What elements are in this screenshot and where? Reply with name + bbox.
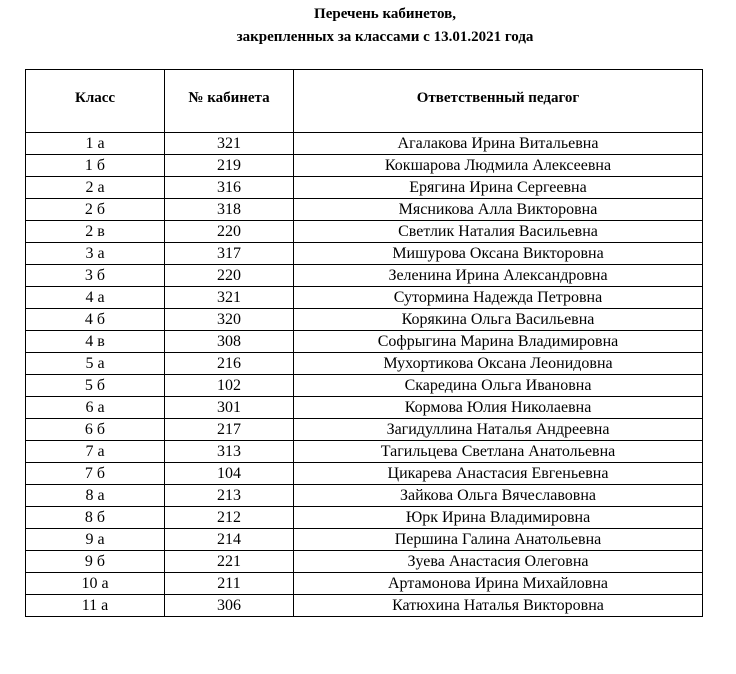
table-row [26,441,703,463]
cell-room: 217 [165,419,294,441]
cell-room: 321 [165,133,294,155]
cell-class: 5 а [26,353,165,375]
table-body [26,133,703,617]
table-row [26,331,703,353]
cell-class: 2 б [26,199,165,221]
cell-room: 102 [165,375,294,397]
cell-room: 316 [165,177,294,199]
cell-class: 1 а [26,133,165,155]
table-row [26,419,703,441]
cell-class: 7 а [26,441,165,463]
cell-teacher: Сутормина Надежда Петровна [294,287,703,309]
cell-room: 219 [165,155,294,177]
cell-class: 8 а [26,485,165,507]
cell-class: 3 б [26,265,165,287]
table-row [26,375,703,397]
cell-room: 214 [165,529,294,551]
cell-class: 2 а [26,177,165,199]
cell-room: 221 [165,551,294,573]
cell-teacher: Зайкова Ольга Вячеславовна [294,485,703,507]
cell-teacher: Агалакова Ирина Витальевна [294,133,703,155]
cell-room: 211 [165,573,294,595]
cell-room: 104 [165,463,294,485]
cell-teacher: Першина Галина Анатольевна [294,529,703,551]
cell-class: 2 в [26,221,165,243]
cell-room: 213 [165,485,294,507]
table-header-row [26,70,703,133]
table-row [26,265,703,287]
cell-teacher: Мишурова Оксана Викторовна [294,243,703,265]
cell-room: 321 [165,287,294,309]
cell-teacher: Мухортикова Оксана Леонидовна [294,353,703,375]
cell-class: 10 а [26,573,165,595]
cell-teacher: Кокшарова Людмила Алексеевна [294,155,703,177]
table-row [26,199,703,221]
table-row [26,507,703,529]
cell-teacher: Юрк Ирина Владимировна [294,507,703,529]
cell-room: 216 [165,353,294,375]
cell-class: 4 в [26,331,165,353]
cell-room: 220 [165,265,294,287]
cell-teacher: Зеленина Ирина Александровна [294,265,703,287]
table-row [26,177,703,199]
cell-class: 11 а [26,595,165,617]
cell-room: 320 [165,309,294,331]
cell-room: 308 [165,331,294,353]
cell-class: 3 а [26,243,165,265]
cell-teacher: Ерягина Ирина Сергеевна [294,177,703,199]
header-room: № кабинета [165,70,294,133]
cell-class: 7 б [26,463,165,485]
cell-teacher: Мясникова Алла Викторовна [294,199,703,221]
cell-room: 313 [165,441,294,463]
table-row [26,485,703,507]
table-row [26,309,703,331]
cell-class: 1 б [26,155,165,177]
table-row [26,353,703,375]
cell-room: 301 [165,397,294,419]
header-class: Класс [26,70,165,133]
cell-teacher: Кормова Юлия Николаевна [294,397,703,419]
cell-class: 5 б [26,375,165,397]
cell-teacher: Светлик Наталия Васильевна [294,221,703,243]
table-row [26,573,703,595]
cell-class: 9 а [26,529,165,551]
table-row [26,397,703,419]
cell-teacher: Зуева Анастасия Олеговна [294,551,703,573]
cell-room: 212 [165,507,294,529]
cell-class: 4 а [26,287,165,309]
cell-room: 306 [165,595,294,617]
cell-teacher: Загидуллина Наталья Андреевна [294,419,703,441]
cell-room: 318 [165,199,294,221]
table-row [26,595,703,617]
cell-teacher: Скаредина Ольга Ивановна [294,375,703,397]
cell-teacher: Цикарева Анастасия Евгеньевна [294,463,703,485]
table-row [26,155,703,177]
table-row [26,133,703,155]
cell-room: 220 [165,221,294,243]
document-title-line-1: Перечень кабинетов, [314,6,456,22]
classrooms-table [25,69,703,617]
table-row [26,287,703,309]
table-row [26,463,703,485]
document-title-line-2: закрепленных за классами с 13.01.2021 года [236,29,534,45]
cell-teacher: Софрыгина Марина Владимировна [294,331,703,353]
table-row [26,551,703,573]
table-row [26,243,703,265]
cell-class: 4 б [26,309,165,331]
cell-class: 6 б [26,419,165,441]
cell-teacher: Артамонова Ирина Михайловна [294,573,703,595]
cell-class: 6 а [26,397,165,419]
cell-class: 9 б [26,551,165,573]
cell-teacher: Тагильцева Светлана Анатольевна [294,441,703,463]
cell-class: 8 б [26,507,165,529]
table-row [26,529,703,551]
cell-room: 317 [165,243,294,265]
cell-teacher: Катюхина Наталья Викторовна [294,595,703,617]
cell-teacher: Корякина Ольга Васильевна [294,309,703,331]
header-teacher: Ответственный педагог [294,70,703,133]
table-row [26,221,703,243]
